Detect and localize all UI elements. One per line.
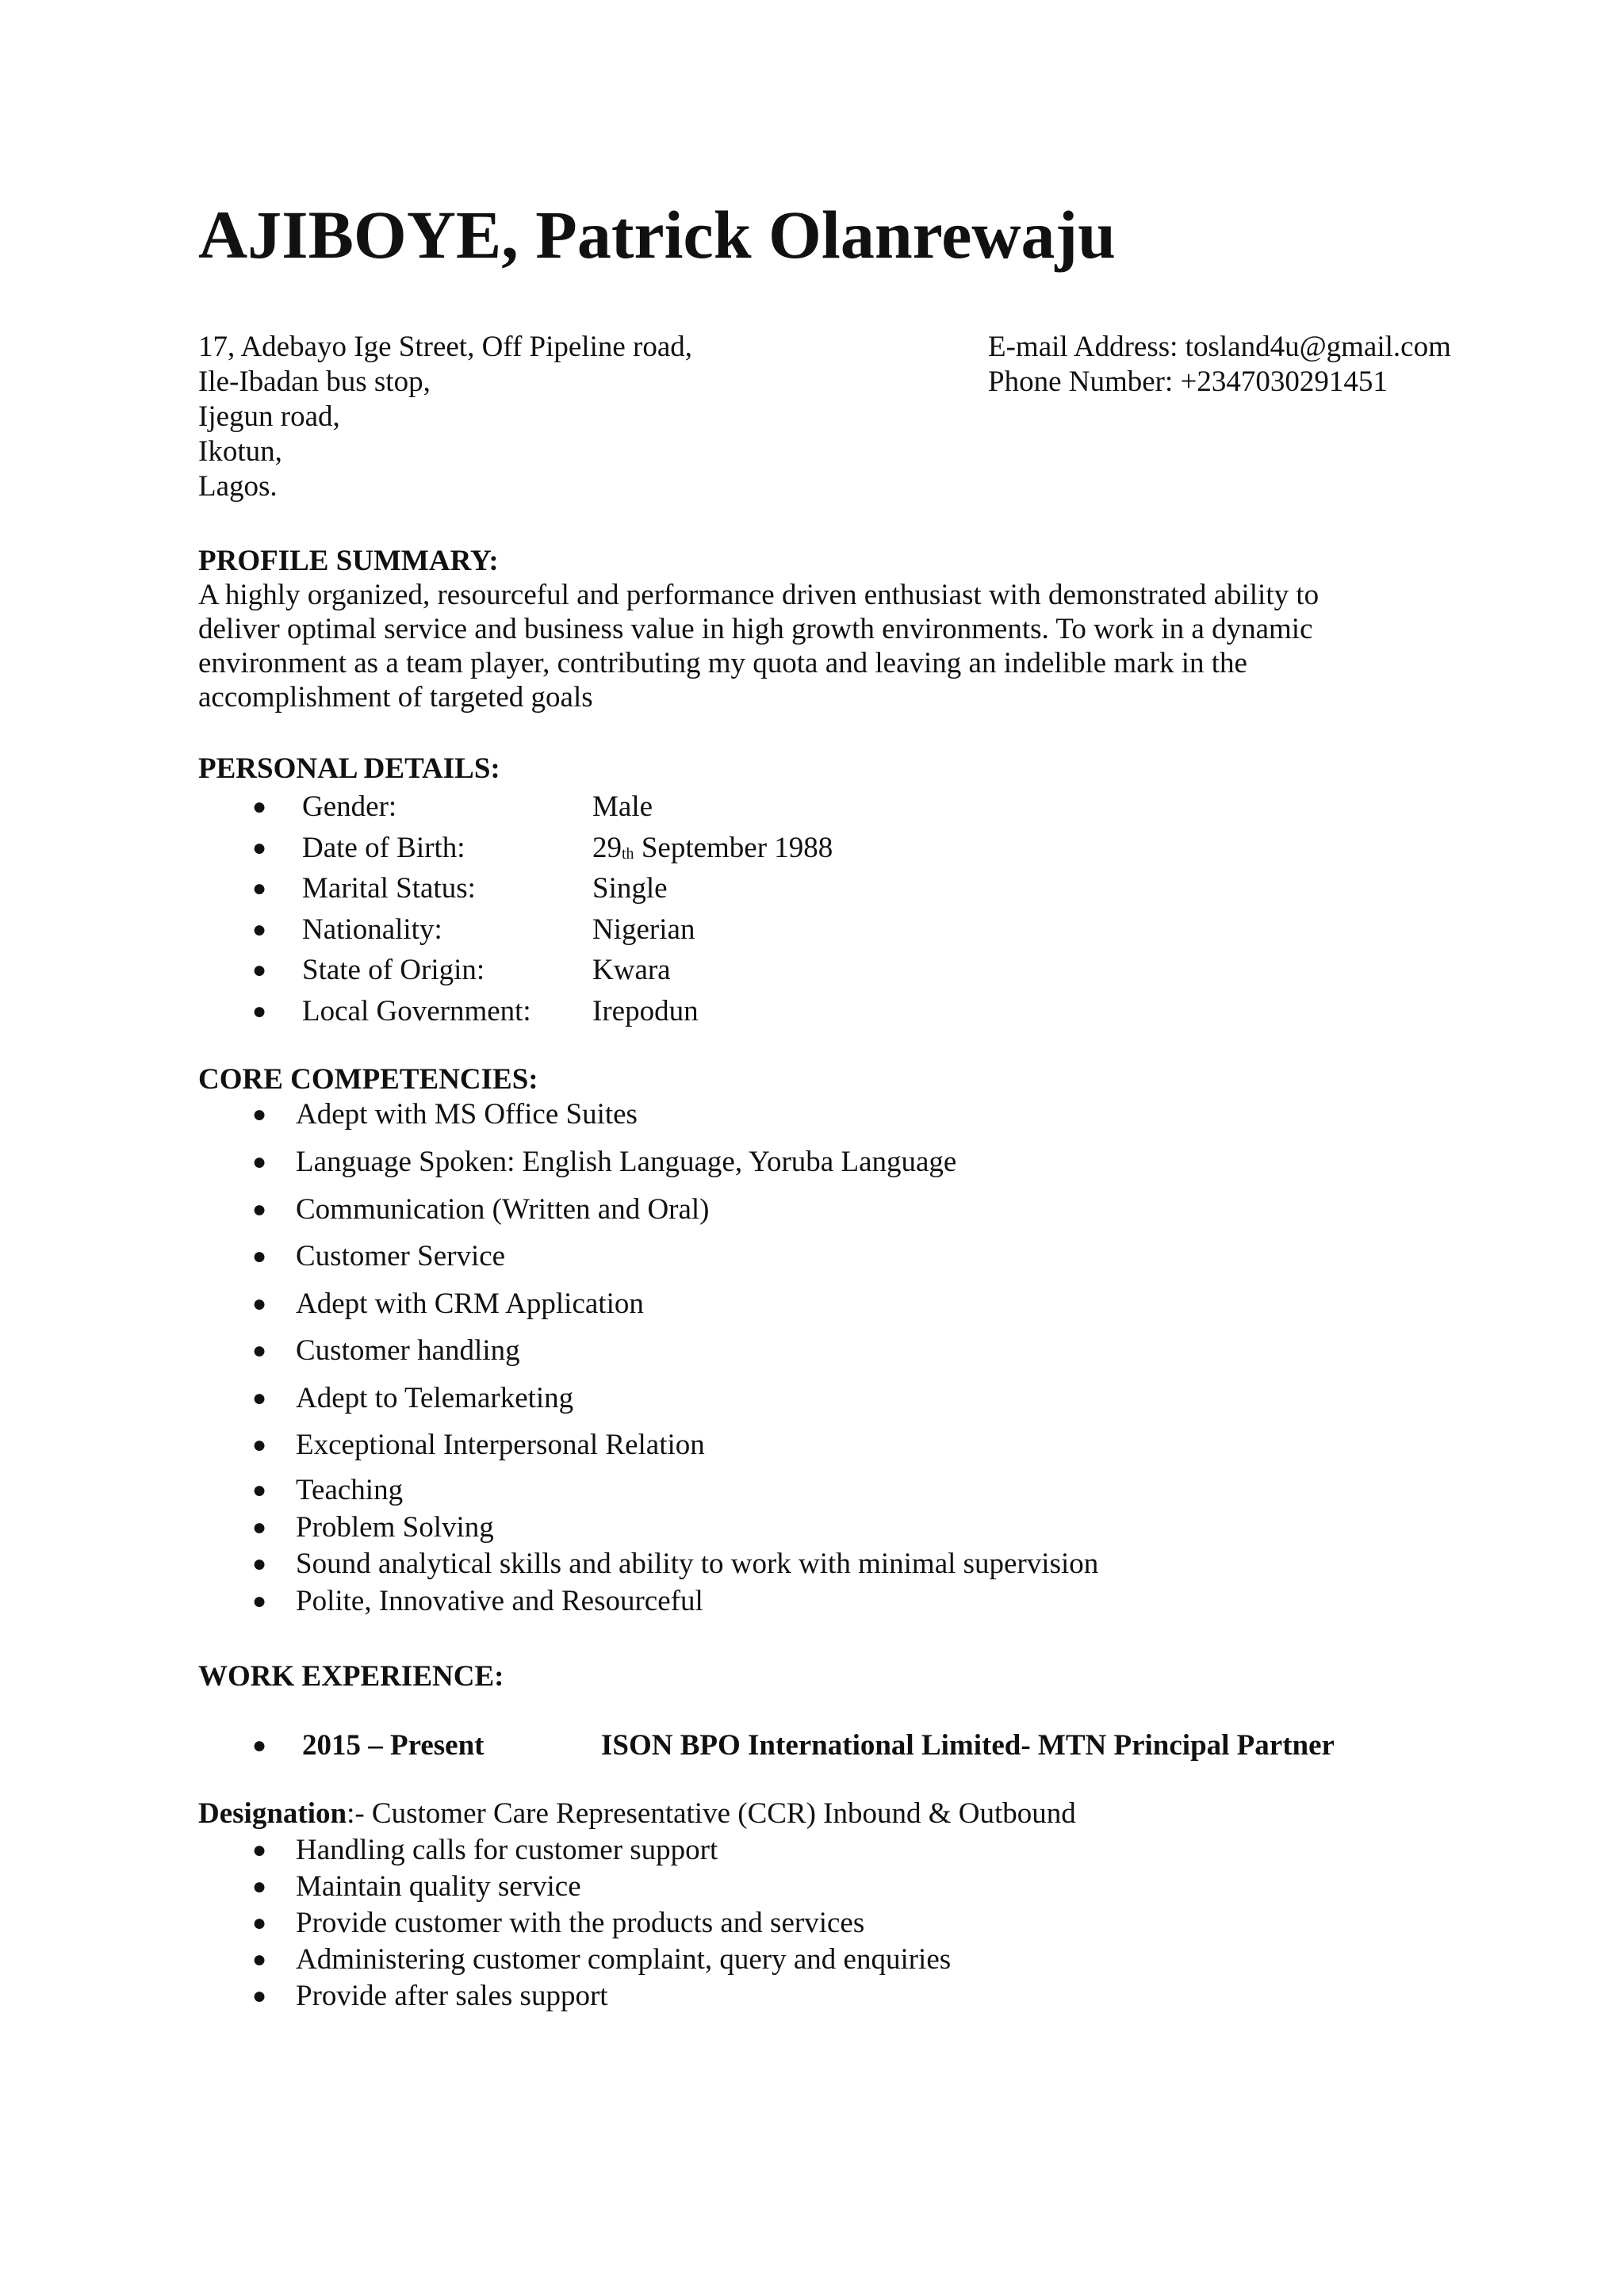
detail-state-of-origin [198, 953, 1150, 994]
bullet-icon: ● [252, 794, 267, 820]
detail-value: Male [592, 790, 653, 823]
duty-text: Provide customer with the products and services [296, 1907, 865, 1939]
bullet-icon: ● [252, 1551, 267, 1577]
bullet-icon: ● [252, 1101, 267, 1127]
dob-day: 29 [592, 831, 622, 864]
competency-text: Exceptional Interpersonal Relation [296, 1429, 705, 1461]
designation-label: Designation [198, 1797, 347, 1830]
detail-label: State of Origin: [302, 954, 485, 987]
bullet-icon: ● [252, 916, 267, 943]
detail-label: Date of Birth: [302, 831, 465, 864]
email-line: E-mail Address: tosland4u@gmail.com [988, 331, 1451, 363]
dob-ordinal: th [622, 844, 634, 863]
bullet-icon: ● [252, 1514, 267, 1540]
bullet-icon: ● [252, 1910, 267, 1936]
competency-text: Adept with CRM Application [296, 1288, 644, 1320]
detail-value: Single [592, 872, 668, 905]
detail-value: Nigerian [592, 913, 695, 946]
summary-line: environment as a team player, contributing my quota and leaving an indelible mark in the [198, 647, 1247, 679]
work-experience-heading: WORK EXPERIENCE: [198, 1660, 504, 1693]
summary-line: deliver optimal service and business value in high growth environments. To work in a dynamic [198, 613, 1313, 645]
bullet-icon: ● [252, 834, 267, 861]
core-competencies-heading: CORE COMPETENCIES: [198, 1063, 538, 1096]
detail-gender [198, 790, 1150, 831]
personal-details-heading: PERSONAL DETAILS: [198, 752, 500, 785]
bullet-icon: ● [252, 1732, 267, 1758]
candidate-name: AJIBOYE, Patrick Olanrewaju [198, 197, 1116, 273]
bullet-icon: ● [252, 1588, 267, 1614]
competency-text: Language Spoken: English Language, Yoruba Language [296, 1146, 957, 1178]
competency-text: Problem Solving [296, 1511, 494, 1544]
duty-text: Administering customer complaint, query and enquiries [296, 1943, 952, 1976]
profile-summary-text [198, 578, 1435, 714]
bullet-icon: ● [252, 1291, 267, 1317]
competency-text: Adept with MS Office Suites [296, 1098, 638, 1131]
bullet-icon: ● [252, 1149, 267, 1175]
bullet-icon: ● [252, 875, 267, 902]
bullet-icon: ● [252, 1477, 267, 1503]
competency-text: Teaching [296, 1474, 404, 1506]
bullet-icon: ● [252, 1983, 267, 2009]
personal-details-list [198, 790, 1150, 1035]
detail-label: Local Government: [302, 994, 531, 1027]
duty-text: Maintain quality service [296, 1870, 581, 1903]
bullet-icon: ● [252, 957, 267, 984]
designation-value: :- Customer Care Representative (CCR) Inbound & Outbound [347, 1797, 1076, 1830]
detail-label: Marital Status: [302, 872, 476, 905]
detail-local-government [198, 994, 1150, 1035]
address-line: 17, Adebayo Ige Street, Off Pipeline road, [198, 331, 693, 363]
phone-line: Phone Number: +2347030291451 [988, 365, 1388, 398]
detail-value [592, 831, 833, 870]
job-company: ISON BPO International Limited- MTN Principal Partner [601, 1729, 1335, 1762]
detail-date-of-birth [198, 831, 1150, 872]
bullet-icon: ● [252, 1946, 267, 1973]
bullet-icon: ● [252, 1243, 267, 1269]
detail-label: Gender: [302, 790, 397, 823]
address-line: Ijegun road, [198, 400, 340, 433]
contact-info [988, 330, 1451, 400]
detail-marital-status [198, 871, 1150, 913]
summary-line: accomplishment of targeted goals [198, 681, 593, 714]
bullet-icon: ● [252, 1385, 267, 1411]
address-line: Ile-Ibadan bus stop, [198, 365, 431, 398]
bullet-icon: ● [252, 1837, 267, 1863]
bullet-icon: ● [252, 1196, 267, 1223]
detail-label: Nationality: [302, 913, 442, 946]
competency-text: Communication (Written and Oral) [296, 1193, 710, 1226]
detail-value: Irepodun [592, 994, 699, 1027]
postal-address [198, 330, 692, 504]
detail-value: Kwara [592, 954, 671, 987]
bullet-icon: ● [252, 1873, 267, 1900]
competency-text: Adept to Telemarketing [296, 1382, 574, 1414]
job-period: 2015 – Present [302, 1729, 485, 1762]
profile-summary-heading: PROFILE SUMMARY: [198, 545, 499, 577]
address-line: Lagos. [198, 470, 278, 503]
competency-text: Customer Service [296, 1240, 506, 1272]
dob-month-year: September 1988 [634, 831, 833, 864]
bullet-icon: ● [252, 1337, 267, 1364]
duty-text: Handling calls for customer support [296, 1834, 718, 1866]
detail-nationality [198, 913, 1150, 954]
competency-text: Sound analytical skills and ability to work with minimal supervision [296, 1548, 1099, 1580]
address-line: Ikotun, [198, 435, 282, 468]
bullet-icon: ● [252, 997, 267, 1024]
duty-text: Provide after sales support [296, 1980, 608, 2012]
job-designation [198, 1797, 1076, 1831]
summary-line: A highly organized, resourceful and performance driven enthusiast with demonstrated ability to [198, 579, 1320, 611]
competency-text: Customer handling [296, 1334, 520, 1367]
bullet-icon: ● [252, 1432, 267, 1458]
competency-text: Polite, Innovative and Resourceful [296, 1585, 703, 1617]
